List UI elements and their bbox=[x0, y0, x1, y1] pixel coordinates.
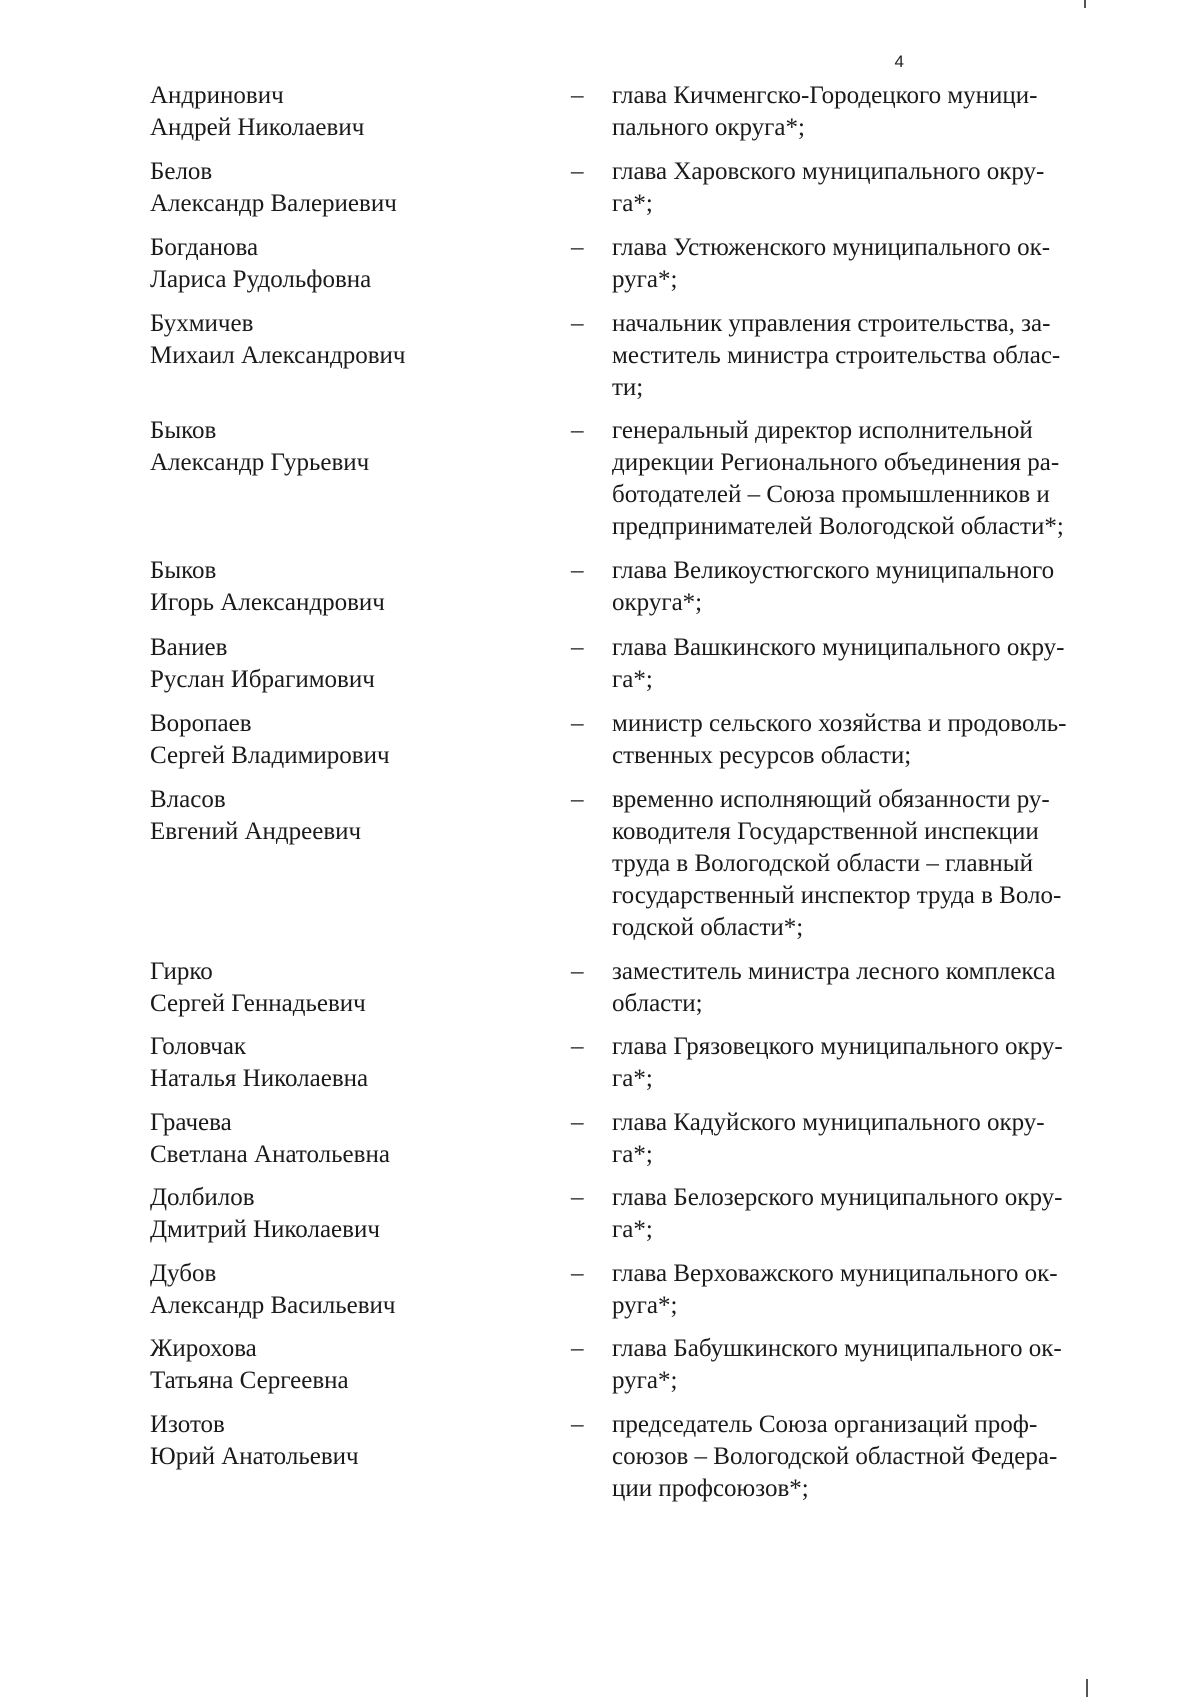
position-line: глава Вашкинского муниципального окру- bbox=[612, 634, 1065, 661]
member-name bbox=[150, 784, 550, 848]
separator-dash: – bbox=[571, 1411, 584, 1438]
position-line: начальник управления строительства, за- bbox=[612, 310, 1051, 337]
position-line: труда в Вологодской области – главный bbox=[612, 850, 1033, 877]
member-position bbox=[612, 1031, 1132, 1095]
member-name bbox=[150, 80, 550, 144]
member-given-names: Александр Васильевич bbox=[150, 1292, 396, 1319]
position-line: дирекции Регионального объединения ра- bbox=[612, 449, 1060, 476]
member-name bbox=[150, 1031, 550, 1095]
position-line: государственный инспектор труда в Воло- bbox=[612, 882, 1062, 909]
position-line: временно исполняющий обязанности ру- bbox=[612, 786, 1050, 813]
position-line: глава Бабушкинского муниципального ок- bbox=[612, 1335, 1062, 1362]
member-given-names: Сергей Владимирович bbox=[150, 742, 390, 769]
position-line: га*; bbox=[612, 666, 653, 693]
member-name bbox=[150, 956, 550, 1020]
member-given-names: Светлана Анатольевна bbox=[150, 1141, 390, 1168]
member-position bbox=[612, 1107, 1132, 1171]
position-line: округа*; bbox=[612, 589, 703, 616]
member-surname: Быков bbox=[150, 557, 217, 584]
member-name bbox=[150, 708, 550, 772]
position-line: глава Белозерского муниципального окру- bbox=[612, 1184, 1063, 1211]
position-line: председатель Союза организаций проф- bbox=[612, 1411, 1038, 1438]
position-line: га*; bbox=[612, 1141, 653, 1168]
member-given-names: Сергей Геннадьевич bbox=[150, 990, 366, 1017]
position-line: глава Устюженского муниципального ок- bbox=[612, 234, 1051, 261]
separator-dash: – bbox=[571, 234, 584, 261]
member-surname: Воропаев bbox=[150, 710, 252, 737]
separator-dash: – bbox=[571, 1260, 584, 1287]
member-position bbox=[612, 156, 1132, 220]
member-given-names: Александр Валериевич bbox=[150, 190, 397, 217]
position-line: ти; bbox=[612, 374, 644, 401]
separator-dash: – bbox=[571, 310, 584, 337]
scan-mark bbox=[1086, 1679, 1088, 1697]
member-surname: Богданова bbox=[150, 234, 259, 261]
member-position bbox=[612, 632, 1132, 696]
member-surname: Дубов bbox=[150, 1260, 217, 1287]
member-surname: Изотов bbox=[150, 1411, 225, 1438]
position-line: глава Великоустюгского муниципального bbox=[612, 557, 1055, 584]
member-given-names: Евгений Андреевич bbox=[150, 818, 362, 845]
member-position bbox=[612, 1409, 1132, 1505]
member-position bbox=[612, 415, 1132, 543]
separator-dash: – bbox=[571, 958, 584, 985]
separator-dash: – bbox=[571, 634, 584, 661]
member-position bbox=[612, 308, 1132, 404]
position-line: руга*; bbox=[612, 1367, 678, 1394]
member-given-names: Дмитрий Николаевич bbox=[150, 1216, 380, 1243]
member-position bbox=[612, 80, 1132, 144]
position-line: га*; bbox=[612, 1065, 653, 1092]
member-surname: Власов bbox=[150, 786, 226, 813]
member-position bbox=[612, 956, 1132, 1020]
position-line: годской области*; bbox=[612, 914, 804, 941]
position-line: глава Кадуйского муниципального окру- bbox=[612, 1109, 1045, 1136]
member-given-names: Александр Гурьевич bbox=[150, 449, 370, 476]
member-position bbox=[612, 232, 1132, 296]
position-line: глава Кичменгско-Городецкого муници- bbox=[612, 82, 1038, 109]
position-line: ботодателей – Союза промышленников и bbox=[612, 481, 1050, 508]
member-name bbox=[150, 308, 550, 372]
separator-dash: – bbox=[571, 786, 584, 813]
member-name bbox=[150, 1107, 550, 1171]
member-surname: Бухмичев bbox=[150, 310, 254, 337]
member-surname: Гирко bbox=[150, 958, 213, 985]
member-surname: Грачева bbox=[150, 1109, 232, 1136]
member-name bbox=[150, 1333, 550, 1397]
page-number: 4 bbox=[894, 52, 904, 71]
position-line: предпринимателей Вологодской области*; bbox=[612, 513, 1064, 540]
member-surname: Быков bbox=[150, 417, 217, 444]
separator-dash: – bbox=[571, 82, 584, 109]
member-given-names: Игорь Александрович bbox=[150, 589, 385, 616]
position-line: га*; bbox=[612, 1216, 653, 1243]
member-given-names: Наталья Николаевна bbox=[150, 1065, 369, 1092]
member-name bbox=[150, 415, 550, 479]
member-surname: Андринович bbox=[150, 82, 284, 109]
position-line: ции профсоюзов*; bbox=[612, 1475, 809, 1502]
member-given-names: Юрий Анатольевич bbox=[150, 1443, 359, 1470]
member-name bbox=[150, 1409, 550, 1473]
member-name bbox=[150, 232, 550, 296]
separator-dash: – bbox=[571, 158, 584, 185]
separator-dash: – bbox=[571, 1109, 584, 1136]
member-surname: Белов bbox=[150, 158, 213, 185]
position-line: руга*; bbox=[612, 266, 678, 293]
position-line: области; bbox=[612, 990, 703, 1017]
position-line: министр сельского хозяйства и продоволь- bbox=[612, 710, 1067, 737]
member-surname: Жирохова bbox=[150, 1335, 257, 1362]
member-name bbox=[150, 555, 550, 619]
member-given-names: Татьяна Сергеевна bbox=[150, 1367, 349, 1394]
separator-dash: – bbox=[571, 1184, 584, 1211]
member-surname: Головчак bbox=[150, 1033, 247, 1060]
position-line: генеральный директор исполнительной bbox=[612, 417, 1033, 444]
member-given-names: Лариса Рудольфовна bbox=[150, 266, 372, 293]
position-line: глава Харовского муниципального окру- bbox=[612, 158, 1045, 185]
member-given-names: Андрей Николаевич bbox=[150, 114, 365, 141]
member-given-names: Михаил Александрович bbox=[150, 342, 406, 369]
position-line: пального округа*; bbox=[612, 114, 805, 141]
member-position bbox=[612, 555, 1132, 619]
separator-dash: – bbox=[571, 417, 584, 444]
member-name bbox=[150, 1258, 550, 1322]
member-position bbox=[612, 1182, 1132, 1246]
position-line: ственных ресурсов области; bbox=[612, 742, 912, 769]
position-line: меститель министра строительства облас- bbox=[612, 342, 1061, 369]
scan-mark bbox=[1084, 0, 1086, 8]
position-line: союзов – Вологодской областной Федера- bbox=[612, 1443, 1058, 1470]
member-surname: Долбилов bbox=[150, 1184, 255, 1211]
member-name bbox=[150, 632, 550, 696]
separator-dash: – bbox=[571, 710, 584, 737]
position-line: заместитель министра лесного комплекса bbox=[612, 958, 1056, 985]
member-name bbox=[150, 156, 550, 220]
position-line: глава Верховажского муниципального ок- bbox=[612, 1260, 1058, 1287]
member-position bbox=[612, 1258, 1132, 1322]
member-surname: Ваниев bbox=[150, 634, 228, 661]
member-position bbox=[612, 708, 1132, 772]
member-position bbox=[612, 1333, 1132, 1397]
member-given-names: Руслан Ибрагимович bbox=[150, 666, 375, 693]
member-name bbox=[150, 1182, 550, 1246]
separator-dash: – bbox=[571, 557, 584, 584]
position-line: глава Грязовецкого муниципального окру- bbox=[612, 1033, 1063, 1060]
separator-dash: – bbox=[571, 1033, 584, 1060]
position-line: га*; bbox=[612, 190, 653, 217]
position-line: ководителя Государственной инспекции bbox=[612, 818, 1039, 845]
position-line: руга*; bbox=[612, 1292, 678, 1319]
member-position bbox=[612, 784, 1132, 944]
separator-dash: – bbox=[571, 1335, 584, 1362]
